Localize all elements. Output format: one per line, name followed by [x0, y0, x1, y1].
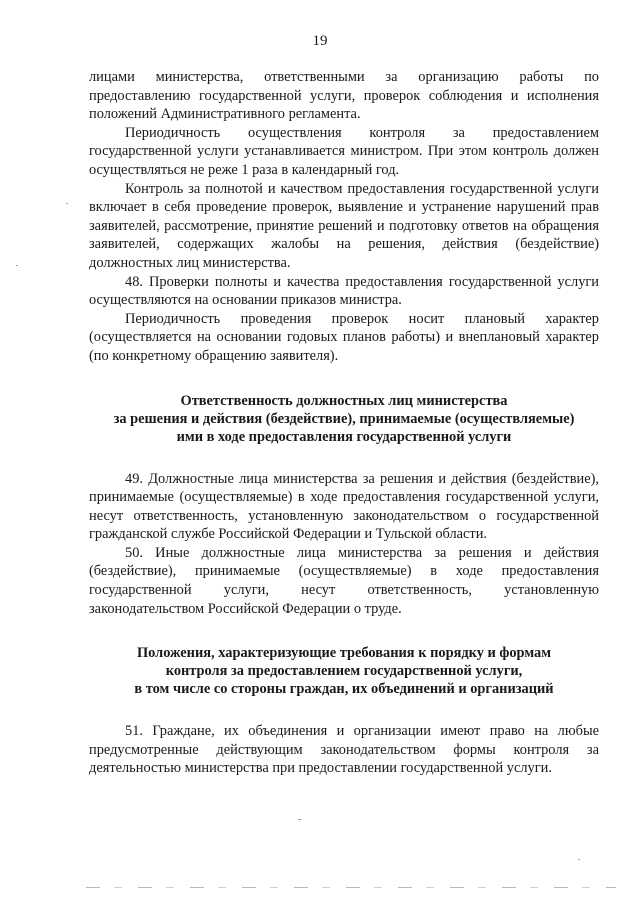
- heading-line: Положения, характеризующие требования к порядку и формам: [136, 645, 552, 662]
- paragraph-50: 50. Иные должностные лица министерства за решения и действия (бездействие), принимаемые (осуществляемые) в ходе предоставления государственной услуги, несут ответственность, установленную законодательством Российской Федерации о труде.: [89, 544, 599, 617]
- scan-bottom-noise: [86, 887, 616, 888]
- heading-line: ими в ходе предоставления государственной услуги: [176, 428, 512, 445]
- section-heading-control-forms: [89, 644, 599, 698]
- heading-line: Ответственность должностных лиц министерства: [180, 392, 508, 409]
- heading-line: контроля за предоставлением государственной услуги,: [165, 663, 523, 680]
- scan-artifact-dot: [66, 203, 68, 204]
- scan-artifact-dot: [298, 819, 301, 820]
- scan-artifact-dot: [578, 859, 580, 860]
- paragraph-48: 48. Проверки полноты и качества предоставления государственной услуги осуществляются на основании приказов министра.: [89, 273, 599, 309]
- document-body: [89, 68, 599, 778]
- section-heading-responsibility: [89, 392, 599, 446]
- scan-artifact-dot: [16, 265, 18, 266]
- heading-line: за решения и действия (бездействие), принимаемые (осуществляемые): [113, 410, 575, 427]
- paragraph-control-scope: Контроль за полнотой и качеством предоставления государственной услуги включает в себя проведение проверок, выявление и устранение нарушений прав заявителей, рассмотрение, принятие решений и подготовку ответов на обращения заявителей, содержащих жалобы на решения, действия (бездействие) должностных лиц министерства.: [89, 180, 599, 271]
- page-number: 19: [312, 33, 328, 49]
- paragraph-inspection-frequency: Периодичность проведения проверок носит плановый характер (осуществляется на основании годовых планов работы) и внеплановый характер (по конкретному обращению заявителя).: [89, 310, 599, 364]
- paragraph-51: 51. Граждане, их объединения и организации имеют право на любые предусмотренные действующим законодательством формы контроля за деятельностью министерства при предоставлении государственной услуги.: [89, 723, 599, 777]
- heading-line: в том числе со стороны граждан, их объединений и организаций: [134, 681, 554, 698]
- paragraph-control-frequency: Периодичность осуществления контроля за предоставлением государственной услуги устанавливается министром. При этом контроль должен осуществляться не реже 1 раза в календарный год.: [89, 124, 599, 178]
- paragraph-49: 49. Должностные лица министерства за решения и действия (бездействие), принимаемые (осуществляемые) в ходе предоставления государственной услуги, несут ответственность, установленную законодательством о государственной гражданской службе Российской Федерации и Тульской области.: [89, 470, 599, 543]
- paragraph-continuation: лицами министерства, ответственными за организацию работы по предоставлению государственной услуги, проверок соблюдения и исполнения положений Административного регламента.: [89, 69, 599, 123]
